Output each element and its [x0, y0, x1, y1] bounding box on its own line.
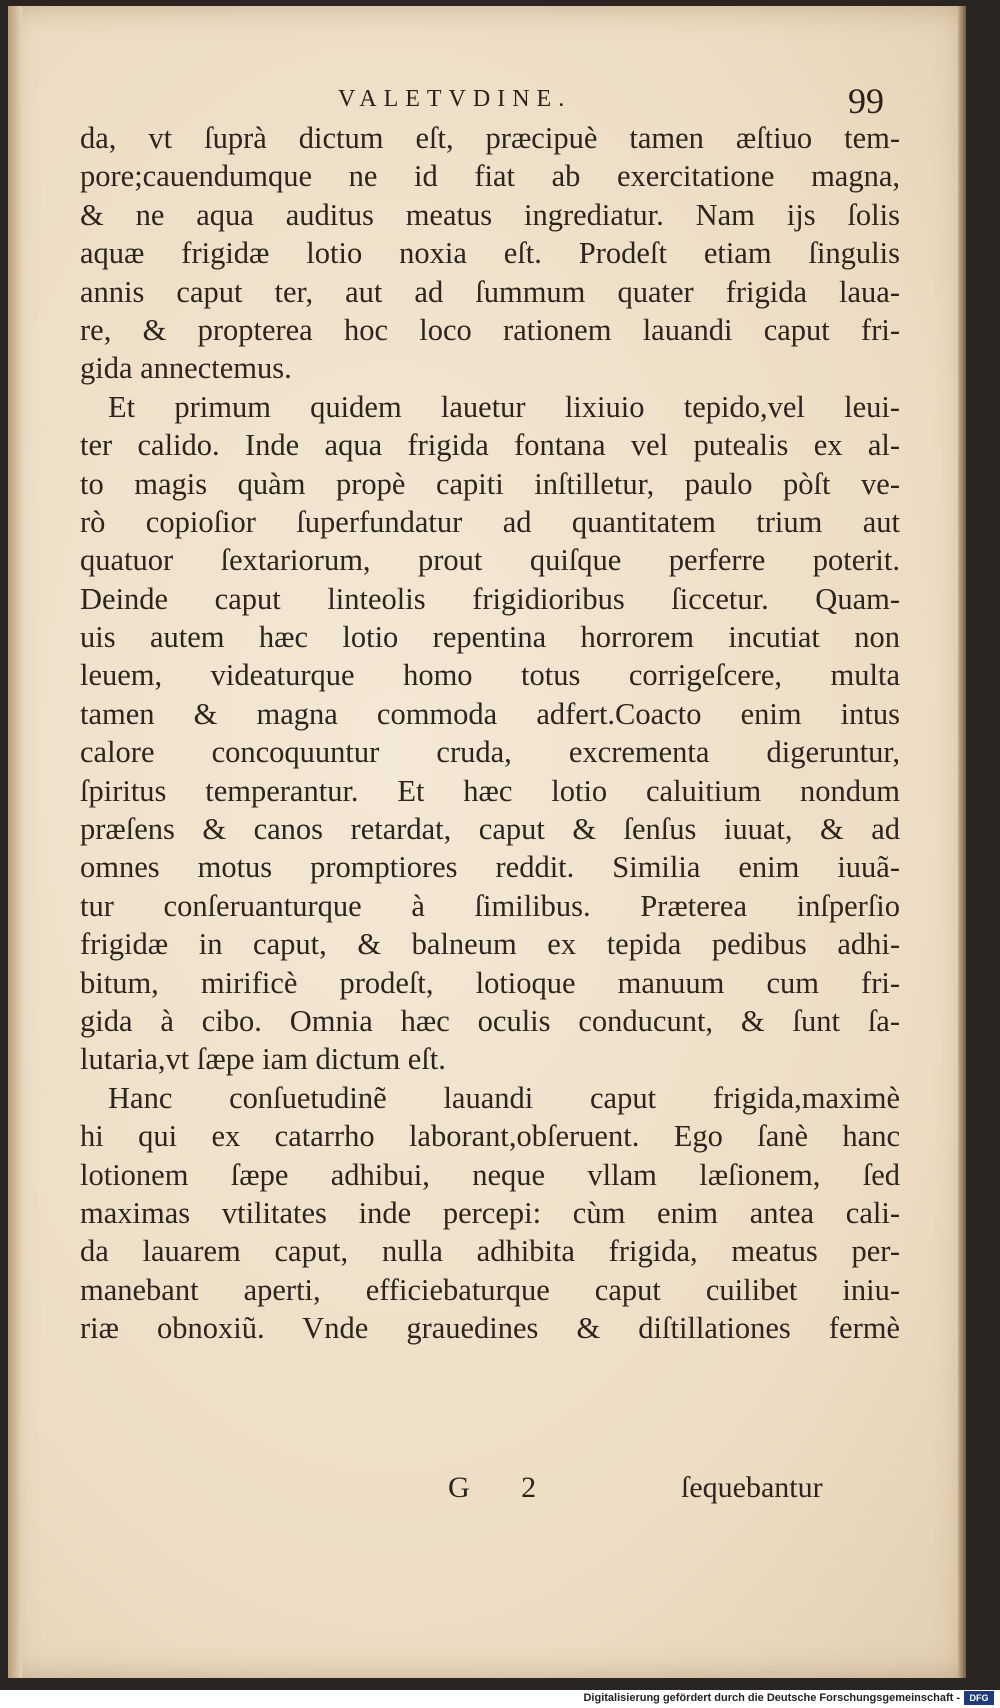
- page-gutter: [8, 6, 22, 1678]
- text-line: omnes motus promptiores reddit. Similia enim iuuã-: [80, 850, 900, 885]
- text-line: & ne aqua auditus meatus ingrediatur. Nam ijs ſolis: [80, 197, 900, 232]
- text-line: to magis quàm propè capiti inſtilletur, paulo pòſt ve-: [80, 466, 900, 501]
- text-line: Deinde caput linteolis frigidioribus ſiccetur. Quam-: [80, 581, 900, 616]
- running-head: VALETVDINE.: [338, 86, 572, 112]
- text-line: aquæ frigidæ lotio noxia eſt. Prodeſt etiam ſingulis: [80, 236, 900, 271]
- catchword: ſequebantur: [681, 1471, 823, 1504]
- text-line: maximas vtilitates inde percepi: cùm enim antea cali-: [80, 1195, 900, 1230]
- text-line: uis autem hæc lotio repentina horrorem incutiat non: [80, 620, 900, 655]
- text-line: gida à cibo. Omnia hæc oculis conducunt, & ſunt ſa-: [80, 1003, 900, 1038]
- text-line: præſens & canos retardat, caput & ſenſus iuuat, & ad: [80, 812, 900, 847]
- text-line: leuem, videaturque homo totus corrigeſcere, multa: [80, 658, 900, 693]
- text-line: quatuor ſextariorum, prout quiſque perferre poterit.: [80, 543, 900, 578]
- text-line: hi qui ex catarrho laborant,obſeruent. Ego ſanè hanc: [80, 1119, 900, 1154]
- text-line: re, & propterea hoc loco rationem lauandi caput fri-: [80, 312, 900, 347]
- body-text: [80, 119, 900, 1348]
- text-line: ter calido. Inde aqua frigida fontana vel putealis ex al-: [80, 428, 900, 463]
- text-line: da lauarem caput, nulla adhibita frigida, meatus per-: [80, 1234, 900, 1269]
- text-line: riæ obnoxiũ. Vnde grauedines & diſtillationes fermè: [80, 1311, 900, 1346]
- text-line: tamen & magna commoda adfert.Coacto enim intus: [80, 696, 900, 731]
- dfg-logo-icon: DFG: [964, 1691, 994, 1705]
- text-line: rò copioſior ſuperfundatur ad quantitatem trium aut: [80, 504, 900, 539]
- text-line: tur conſeruanturque à ſimilibus. Præterea inſperſio: [80, 888, 900, 923]
- text-line: Hanc conſuetudinẽ lauandi caput frigida,maximè: [108, 1080, 900, 1115]
- text-line: manebant aperti, efficiebaturque caput cuilibet iniu-: [80, 1272, 900, 1307]
- text-line: frigidæ in caput, & balneum ex tepida pedibus adhi-: [80, 927, 900, 962]
- funding-credit: Digitalisierung gefördert durch die Deutsche Forschungsgemeinschaft -: [583, 1692, 960, 1704]
- text-line: ſpiritus temperantur. Et hæc lotio caluitium nondum: [80, 773, 900, 808]
- text-line: annis caput ter, aut ad ſummum quater frigida laua-: [80, 274, 900, 309]
- text-line: bitum, mirificè prodeſt, lotioque manuum cum fri-: [80, 965, 900, 1000]
- page-edge: [958, 6, 966, 1678]
- text-line: pore;cauendumque ne id fiat ab exercitatione magna,: [80, 159, 900, 194]
- text-line: lutaria,vt ſæpe iam dictum eſt.: [80, 1042, 446, 1077]
- text-line: calore concoquuntur cruda, excrementa digeruntur,: [80, 735, 900, 770]
- text-line: Et primum quidem lauetur lixiuio tepido,vel leui-: [108, 389, 900, 424]
- text-line: gida annectemus.: [80, 351, 292, 386]
- book-page: [8, 6, 966, 1678]
- signature-mark: G 2: [448, 1471, 559, 1504]
- text-line: lotionem ſæpe adhibui, neque vllam læſionem, ſed: [80, 1157, 900, 1192]
- page-number: 99: [848, 81, 884, 121]
- text-line: da, vt ſuprà dictum eſt, præcipuè tamen æſtiuo tem-: [80, 121, 900, 155]
